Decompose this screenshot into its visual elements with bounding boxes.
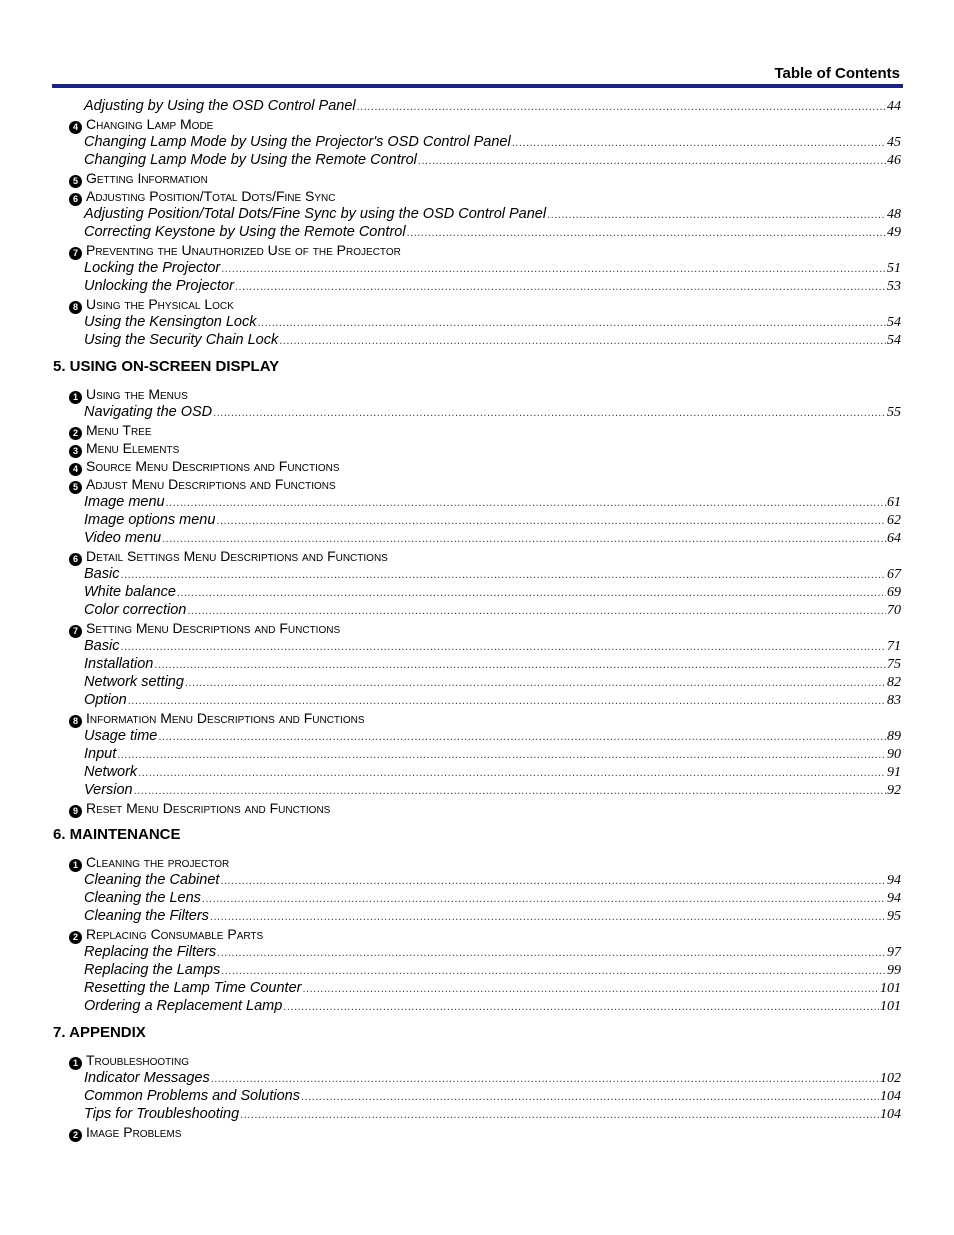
toc-page-number: 83 [887,693,901,708]
circled-number-icon: 3 [69,445,82,458]
toc-entry-title: Replacing the Filters [84,944,217,960]
toc-entry-title: Replacing the Lamps [84,962,221,978]
toc-entry[interactable] [52,403,901,421]
toc-subsection[interactable] [52,1051,901,1069]
toc-subsection-title: Replacing Consumable Parts [86,926,264,942]
toc-entry[interactable] [52,583,901,601]
toc-page-number: 101 [880,981,901,996]
circled-number-icon: 7 [69,247,82,260]
toc-leader-dots [120,638,886,656]
toc-entry-title: Image options menu [84,512,216,528]
toc-page-number: 54 [887,333,901,348]
toc-page-number: 48 [887,207,901,222]
toc-page-number: 90 [887,747,901,762]
toc-subsection-title: Reset Menu Descriptions and Functions [86,800,331,816]
page-title: Table of Contents [774,65,900,82]
toc-subsection[interactable] [52,295,901,313]
circled-number-icon: 1 [69,859,82,872]
toc-page-number: 97 [887,945,901,960]
toc-entry[interactable] [52,529,901,547]
toc-entry-title: Input [84,746,117,762]
toc-leader-dots [162,530,886,548]
toc-leader-dots [210,908,886,926]
toc-entry-title: Changing Lamp Mode by Using the Projector's OSD Control Panel [84,134,511,150]
toc-entry[interactable] [52,565,901,583]
toc-entry[interactable] [52,511,901,529]
toc-entry[interactable] [52,205,901,223]
toc-entry-title: Locking the Projector [84,260,221,276]
toc-entry[interactable] [52,97,901,115]
toc-leader-dots [283,998,879,1016]
toc-entry[interactable] [52,637,901,655]
toc-subsection[interactable] [52,385,901,403]
toc-subsection[interactable] [52,187,901,205]
toc-entry-title: Video menu [84,530,162,546]
toc-subsection-title: Adjust Menu Descriptions and Functions [86,476,336,492]
toc-subsection-title: Using the Menus [86,386,188,402]
toc-entry[interactable] [52,133,901,151]
toc-subsection[interactable] [52,1123,901,1141]
toc-section-heading[interactable]: 7. APPENDIX [53,1024,146,1041]
toc-entry-title: Usage time [84,728,158,744]
toc-page-number: 53 [887,279,901,294]
toc-leader-dots [120,566,886,584]
toc-entry-title: Resetting the Lamp Time Counter [84,980,302,996]
toc-entry[interactable] [52,961,901,979]
toc-subsection[interactable] [52,439,901,457]
toc-entry-title: Cleaning the Filters [84,908,209,924]
circled-number-icon: 2 [69,931,82,944]
toc-entry[interactable] [52,1105,901,1123]
toc-entry-title: Image menu [84,494,165,510]
toc-subsection[interactable] [52,547,901,565]
toc-entry-title: Common Problems and Solutions [84,1088,300,1104]
toc-leader-dots [213,404,886,422]
toc-leader-dots [138,764,886,782]
toc-subsection-title: Setting Menu Descriptions and Functions [86,620,341,636]
toc-page-number: 75 [887,657,901,672]
toc-entry-title: Ordering a Replacement Lamp [84,998,283,1014]
toc-subsection-title: Changing Lamp Mode [86,116,214,132]
toc-entry[interactable] [52,781,901,799]
table-of-contents [52,97,901,1141]
toc-page-number: 49 [887,225,901,240]
circled-number-icon: 5 [69,175,82,188]
toc-entry-title: Network [84,764,138,780]
toc-entry-title: Using the Kensington Lock [84,314,257,330]
toc-entry-title: Cleaning the Cabinet [84,872,220,888]
toc-leader-dots [134,782,886,800]
toc-leader-dots [154,656,886,674]
toc-subsection-title: Using the Physical Lock [86,296,234,312]
toc-leader-dots [166,494,886,512]
toc-entry[interactable] [52,907,901,925]
toc-page-number: 82 [887,675,901,690]
toc-entry-title: Version [84,782,133,798]
toc-page-number: 44 [887,99,901,114]
toc-subsection[interactable] [52,853,901,871]
circled-number-icon: 1 [69,391,82,404]
toc-subsection[interactable] [52,925,901,943]
toc-subsection[interactable] [52,619,901,637]
circled-number-icon: 6 [69,553,82,566]
toc-entry[interactable] [52,493,901,511]
header-rule [52,84,903,88]
toc-entry[interactable] [52,655,901,673]
circled-number-icon: 8 [69,301,82,314]
toc-entry-title: Indicator Messages [84,1070,210,1086]
toc-page-number: 54 [887,315,901,330]
toc-subsection-title: Cleaning the projector [86,854,230,870]
toc-page-number: 62 [887,513,901,528]
toc-entry-title: Unlocking the Projector [84,278,234,294]
circled-number-icon: 4 [69,121,82,134]
toc-leader-dots [220,872,886,890]
toc-entry-title: Color correction [84,602,187,618]
toc-entry-title: Installation [84,656,154,672]
toc-page-number: 70 [887,603,901,618]
toc-subsection[interactable] [52,115,901,133]
toc-leader-dots [407,224,886,242]
circled-number-icon: 4 [69,463,82,476]
circled-number-icon: 8 [69,715,82,728]
toc-entry[interactable] [52,871,901,889]
toc-subsection[interactable] [52,799,901,817]
toc-leader-dots [187,602,886,620]
toc-page-number: 94 [887,873,901,888]
toc-entry[interactable] [52,1087,901,1105]
toc-leader-dots [301,1088,879,1106]
toc-leader-dots [357,98,886,116]
toc-entry[interactable] [52,601,901,619]
toc-entry-title: Cleaning the Lens [84,890,201,906]
toc-subsection[interactable] [52,709,901,727]
toc-page-number: 101 [880,999,901,1014]
toc-leader-dots [217,944,886,962]
toc-subsection-title: Menu Tree [86,422,152,438]
toc-page-number: 51 [887,261,901,276]
toc-entry[interactable] [52,979,901,997]
toc-page-number: 91 [887,765,901,780]
toc-leader-dots [235,278,886,296]
toc-leader-dots [202,890,886,908]
toc-page-number: 69 [887,585,901,600]
toc-entry[interactable] [52,691,901,709]
toc-entry[interactable] [52,151,901,169]
circled-number-icon: 2 [69,1129,82,1142]
toc-page-number: 61 [887,495,901,510]
circled-number-icon: 2 [69,427,82,440]
toc-page-number: 102 [880,1071,901,1086]
circled-number-icon: 5 [69,481,82,494]
toc-leader-dots [302,980,879,998]
toc-section-heading[interactable]: 5. USING ON-SCREEN DISPLAY [53,358,280,375]
toc-leader-dots [177,584,886,602]
toc-entry[interactable] [52,997,901,1015]
toc-page-number: 89 [887,729,901,744]
toc-entry-title: Changing Lamp Mode by Using the Remote Control [84,152,417,168]
toc-entry-title: Navigating the OSD [84,404,213,420]
toc-subsection[interactable] [52,421,901,439]
toc-page-number: 67 [887,567,901,582]
circled-number-icon: 9 [69,805,82,818]
toc-entry[interactable] [52,745,901,763]
toc-entry[interactable] [52,313,901,331]
toc-entry[interactable] [52,223,901,241]
toc-entry-title: Adjusting by Using the OSD Control Panel [84,98,356,114]
toc-subsection-title: Information Menu Descriptions and Functions [86,710,365,726]
toc-subsection-title: Adjusting Position/Total Dots/Fine Sync [86,188,336,204]
toc-leader-dots [512,134,886,152]
toc-page-number: 55 [887,405,901,420]
toc-entry-title: Correcting Keystone by Using the Remote Control [84,224,406,240]
toc-subsection-title: Detail Settings Menu Descriptions and Functions [86,548,388,564]
toc-leader-dots [279,332,886,350]
circled-number-icon: 1 [69,1057,82,1070]
toc-entry[interactable] [52,673,901,691]
toc-entry[interactable] [52,259,901,277]
toc-page-number: 92 [887,783,901,798]
toc-leader-dots [547,206,886,224]
toc-subsection-title: Source Menu Descriptions and Functions [86,458,340,474]
toc-entry[interactable] [52,277,901,295]
toc-subsection-title: Getting Information [86,170,208,186]
toc-leader-dots [221,962,886,980]
toc-subsection[interactable] [52,457,901,475]
toc-leader-dots [128,692,886,710]
toc-entry-title: Network setting [84,674,184,690]
toc-leader-dots [117,746,886,764]
toc-leader-dots [221,260,886,278]
toc-page-number: 45 [887,135,901,150]
toc-entry-title: Tips for Troubleshooting [84,1106,240,1122]
toc-subsection-title: Menu Elements [86,440,180,456]
toc-leader-dots [211,1070,879,1088]
toc-entry-title: Basic [84,638,120,654]
toc-leader-dots [216,512,886,530]
toc-entry-title: Basic [84,566,120,582]
toc-page-number: 95 [887,909,901,924]
toc-entry-title: Option [84,692,127,708]
toc-subsection-title: Troubleshooting [86,1052,190,1068]
toc-page-number: 104 [880,1107,901,1122]
toc-leader-dots [240,1106,879,1124]
toc-subsection[interactable] [52,475,901,493]
toc-section-heading[interactable]: 6. MAINTENANCE [53,826,181,843]
toc-page-number: 64 [887,531,901,546]
circled-number-icon: 7 [69,625,82,638]
toc-leader-dots [418,152,886,170]
toc-entry-title: White balance [84,584,176,600]
toc-entry[interactable] [52,1069,901,1087]
toc-entry-title: Using the Security Chain Lock [84,332,279,348]
toc-subsection[interactable] [52,169,901,187]
toc-page-number: 71 [887,639,901,654]
toc-entry[interactable] [52,331,901,349]
toc-leader-dots [258,314,887,332]
toc-leader-dots [185,674,886,692]
toc-page-number: 104 [880,1089,901,1104]
toc-page-number: 46 [887,153,901,168]
toc-subsection[interactable] [52,241,901,259]
toc-page-number: 94 [887,891,901,906]
toc-subsection-title: Image Problems [86,1124,182,1140]
toc-subsection-title: Preventing the Unauthorized Use of the Projector [86,242,401,258]
circled-number-icon: 6 [69,193,82,206]
toc-page-number: 99 [887,963,901,978]
toc-leader-dots [158,728,886,746]
toc-entry[interactable] [52,943,901,961]
toc-entry[interactable] [52,727,901,745]
toc-entry[interactable] [52,763,901,781]
toc-entry-title: Adjusting Position/Total Dots/Fine Sync by using the OSD Control Panel [84,206,547,222]
toc-entry[interactable] [52,889,901,907]
